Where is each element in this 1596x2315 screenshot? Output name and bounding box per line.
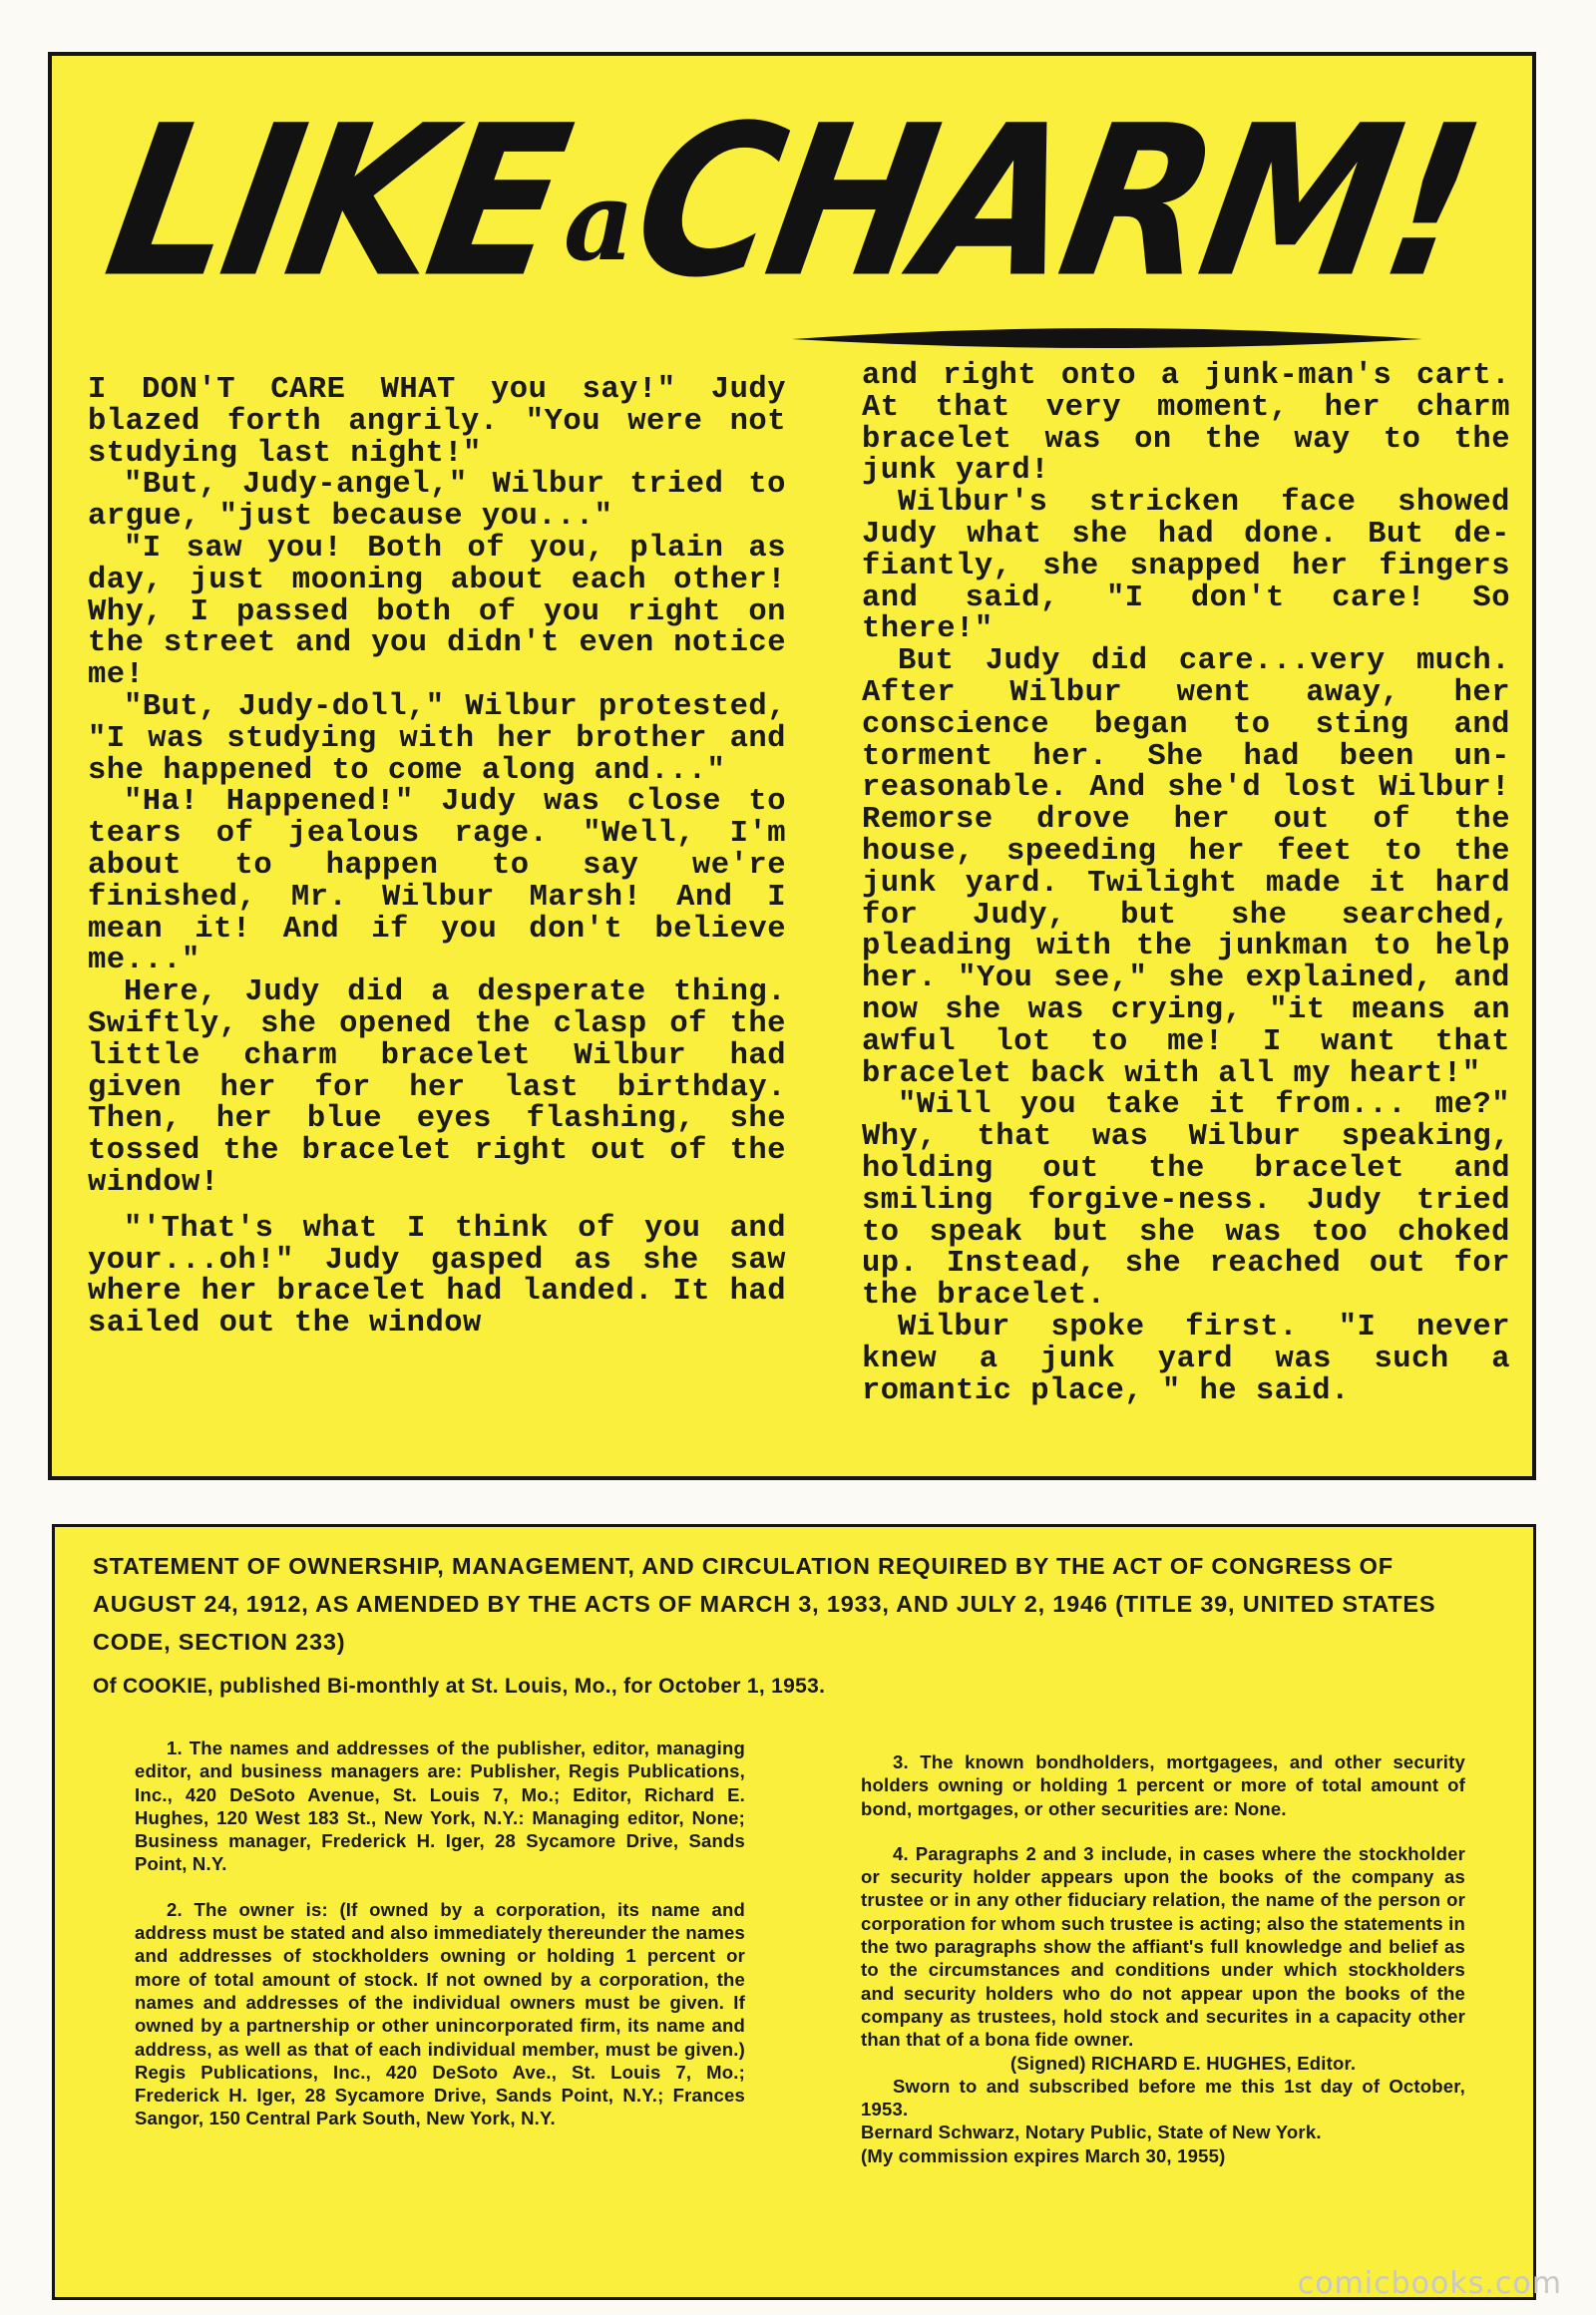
story-paragraph: Wilbur's stricken face showed Judy what she had done. But de-fiantly, she snapped her fingers and said, "I don't care! So there!" <box>862 486 1510 647</box>
commission-line: (My commission expires March 30, 1955) <box>861 2144 1226 2166</box>
story-paragraph: "But, Judy-angel," Wilbur tried to argue, "just because you..." <box>88 468 786 535</box>
statement-heading: STATEMENT OF OWNERSHIP, MANAGEMENT, AND CIRCULATION REQUIRED BY THE ACT OF CONGRESS OF AUGUST 24, 1912, AS AMENDED BY THE ACTS OF MARCH 3, 1933, AND JULY 2, 1946 (TITLE 39, UNITED STATES CODE, SECTION 233) <box>93 1553 1436 1655</box>
story-paragraph: I DON'T CARE WHAT you say!" Judy blazed forth angrily. "You were not studying last night!" <box>88 373 786 471</box>
statement-paragraph: 3. The known bondholders, mortgagees, and other security holders owning or holding 1 percent or more of total amount of bond, mortgages, or other securities are: None. <box>861 1751 1465 1819</box>
statement-subheading: Of COOKIE, published Bi-monthly at St. Louis, Mo., for October 1, 1953. <box>93 1675 826 1698</box>
story-paragraph: But Judy did care...very much. After Wilbur went away, her conscience began to sting and torment her. She had been un-reasonable. And she'd lost Wilbur! Remorse drove her out of the house, speeding her feet to the junk yard. Twilight made it hard for Judy, but she searched, pleading with the junkman to help her. "You see," she explained, and now she was crying, "it means an awful lot to me! I want that bracelet back with all my heart!" <box>862 644 1510 1091</box>
story-left-column <box>88 375 786 1341</box>
story-paragraph: "Ha! Happened!" Judy was close to tears of jealous rage. "Well, I'm about to happen to say we're finished, Mr. Wilbur Marsh! And I mean it! And if you don't believe me..." <box>88 785 786 978</box>
title-underline-swash <box>788 323 1426 351</box>
title-like: LIKE <box>92 80 580 324</box>
story-paragraph: Here, Judy did a desperate thing. Swiftly, she opened the clasp of the little charm bracelet Wilbur had given her for her last birthday. Then, her blue eyes flashing, she tossed the bracelet right out of the window! <box>88 975 786 1200</box>
story-paragraph: and right onto a junk-man's cart. At that very moment, her charm bracelet was on the way to the junk yard! <box>862 359 1510 489</box>
story-paragraph: Wilbur spoke first. "I never knew a junk yard was such a romantic place, " he said. <box>862 1310 1510 1408</box>
notary-line: Bernard Schwarz, Notary Public, State of New York. <box>861 2122 1322 2143</box>
title-a: a <box>563 157 635 285</box>
story-title <box>52 80 1532 341</box>
story-paragraph: "But, Judy-doll," Wilbur protested, "I was studying with her brother and she happened to come along and..." <box>88 689 786 788</box>
story-paragraph: "Will you take it from... me?" Why, that was Wilbur speaking, holding out the bracelet and smiling forgive-ness. Judy tried to speak but she was too choked up. Instead, she reached out for the bracelet. <box>862 1088 1510 1314</box>
statement-paragraph: 1. The names and addresses of the publisher, editor, managing editor, and business managers are: Publisher, Regis Publications, Inc., 420 DeSoto Avenue, St. Louis 7, Mo.; Editor, Richard E. Hughes, 120 West 183 St., New York, N.Y.: Managing editor, None; Business manager, Frederick H. Iger, 28 Sycamore Drive, Sands Point, N.Y. <box>135 1737 745 1875</box>
statement-paragraph: 2. The owner is: (If owned by a corporation, its name and address must be stated and also immediately thereunder the names and addresses of stockholders owning or holding 1 percent or more of total amount of stock. If not owned by a corporation, the names and addresses of the individual owners must be given. If owned by a partnership or other unincorporated firm, its name and address, as well as that of each individual member, must be given.) Regis Publications, Inc., 420 DeSoto Ave., St. Louis 7, Mo.; Frederick H. Iger, 28 Sycamore Drive, Sands Point, N.Y.; Frances Sangor, 150 Central Park South, New York, N.Y. <box>135 1898 745 2129</box>
statement-paragraph: 4. Paragraphs 2 and 3 include, in cases where the stockholder or security holder appears upon the books of the company as trustee or in any other fiduciary relation, the name of the person or corporation for whom such trustee is acting; also the statements in the two paragraphs show the affiant's full knowledge and belief as to the circumstances and conditions under which stockholders and security holders who do not appear upon the books of the company as trustees, hold stock and securites in a capacity other than that of a bona fide owner. <box>861 1842 1465 2051</box>
title-charm: CHARM! <box>618 80 1492 324</box>
site-watermark: comicbooks.com <box>1297 2266 1562 2301</box>
sworn-line: Sworn to and subscribed before me this 1st day of October, 1953. <box>861 2075 1465 2121</box>
editor-signature: (Signed) RICHARD E. HUGHES, Editor. <box>1010 2052 1357 2074</box>
ownership-statement-panel <box>52 1524 1536 2300</box>
statement-right-column <box>861 1750 1465 2167</box>
story-right-column <box>862 361 1510 1407</box>
story-paragraph: "I saw you! Both of you, plain as day, just mooning about each other! Why, I passed both of you right on the street and you didn't even notice me! <box>88 531 786 693</box>
story-panel <box>48 52 1536 1480</box>
story-paragraph: "'That's what I think of you and your...oh!" Judy gasped as she saw where her bracelet had landed. It had sailed out the window <box>88 1211 786 1342</box>
statement-left-column <box>135 1736 745 2152</box>
